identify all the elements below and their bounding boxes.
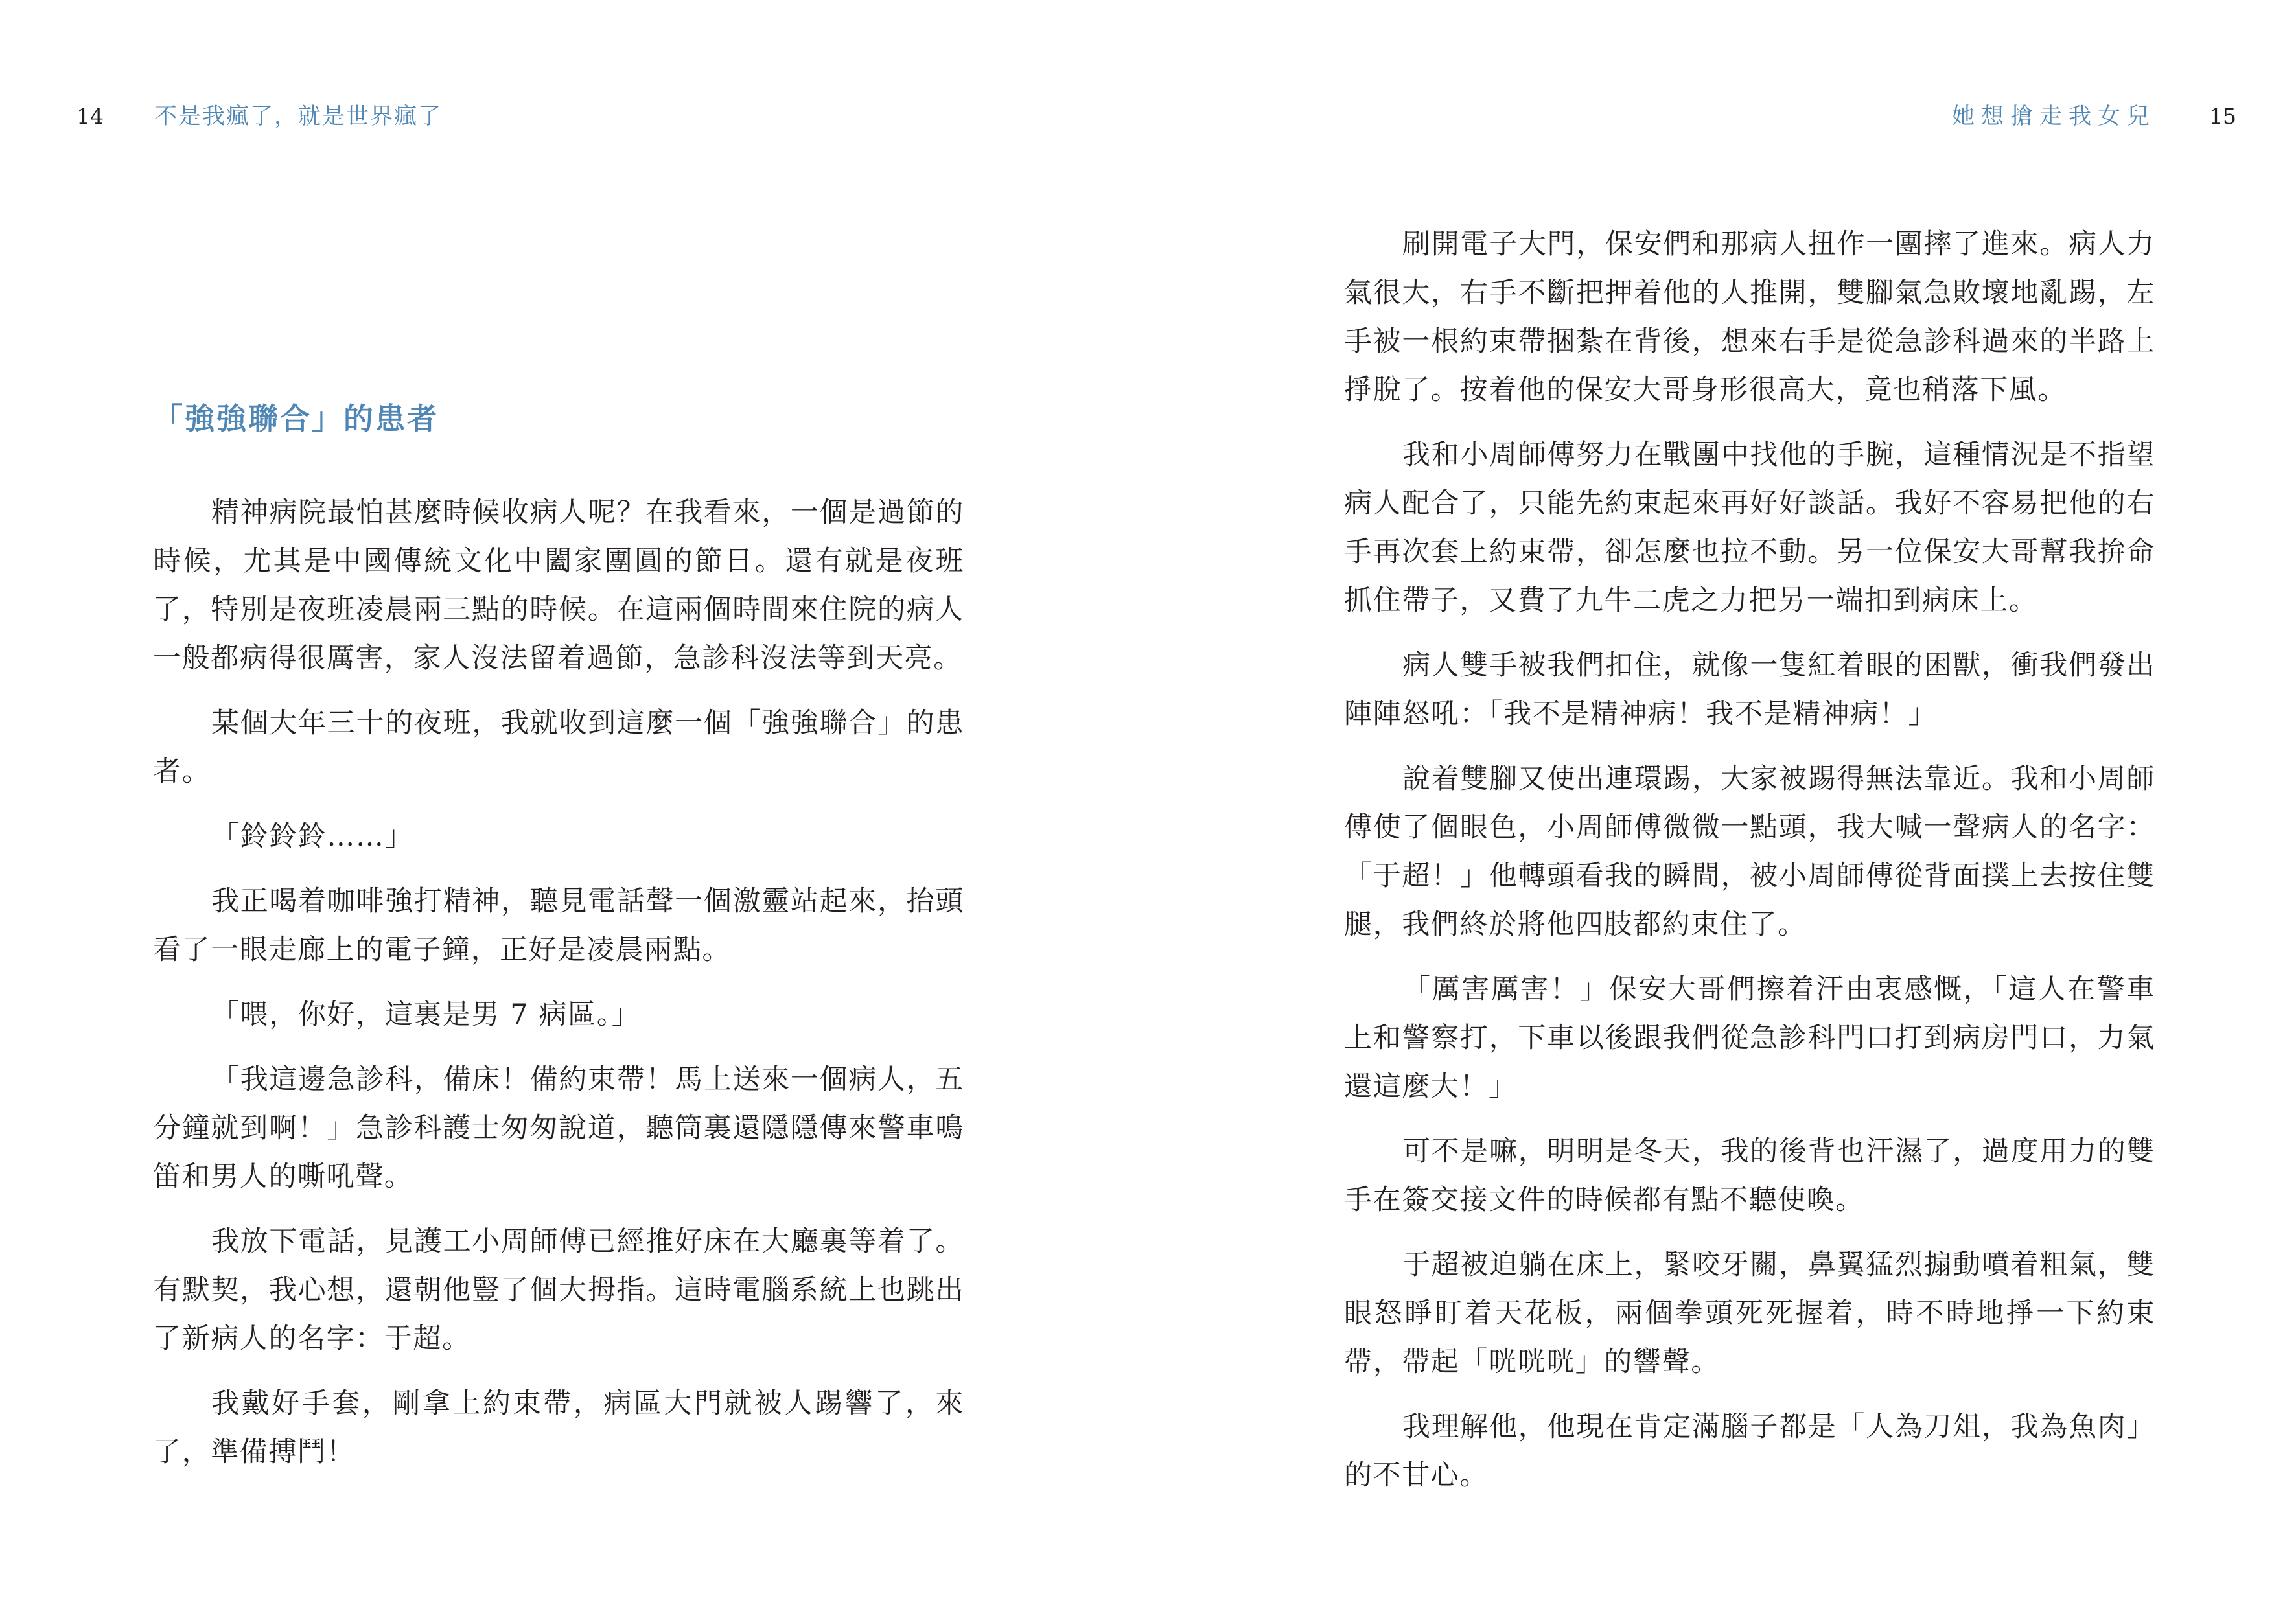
paragraph: 我放下電話，見護工小周師傅已經推好床在大廳裏等着了。有默契，我心想，還朝他豎了個大拇指。這時電腦系統上也跳出了新病人的名字：于超。 [153,1225,964,1355]
paragraph: 「鈴鈴鈴……」 [211,820,414,853]
paragraph: 「喂，你好，這裏是男 7 病區。」 [211,999,641,1031]
paragraph: 「我這邊急診科，備床！備約束帶！馬上送來一個病人，五分鐘就到啊！」急診科護士匆匆說道，聽筒裏還隱隱傳來警車鳴笛和男人的嘶吼聲。 [153,1063,964,1193]
paragraph: 我理解他，他現在肯定滿腦子都是「人為刀俎，我為魚肉」的不甘心。 [1344,1411,2155,1492]
paragraph: 我戴好手套，剛拿上約束帶，病區大門就被人踢響了，來了，準備搏鬥！ [153,1387,964,1468]
paragraph: 可不是嘛，明明是冬天，我的後背也汗濕了，過度用力的雙手在簽交接文件的時候都有點不聽使喚。 [1344,1135,2155,1216]
page-number: 15 [2209,104,2236,129]
body-text [153,489,964,1493]
section-heading: 「強強聯合」的患者 [153,401,439,436]
running-head-book-title: 不是我瘋了，就是世界瘋了 [154,104,443,130]
paragraph: 精神病院最怕甚麼時候收病人呢？在我看來，一個是過節的時候，尤其是中國傳統文化中闔家團圓的節日。還有就是夜班了，特別是夜班凌晨兩三點的時候。在這兩個時間來住院的病人一般都病得很厲害，家人沒法留着過節，急診科沒法等到天亮。 [153,496,964,675]
paragraph: 某個大年三十的夜班，我就收到這麼一個「強強聯合」的患者。 [153,707,964,788]
paragraph: 我和小周師傅努力在戰團中找他的手腕，這種情況是不指望病人配合了，只能先約束起來再好好談話。我好不容易把他的右手再次套上約束帶，卻怎麼也拉不動。另一位保安大哥幫我拚命抓住帶子，又費了九牛二虎之力把另一端扣到病床上。 [1344,439,2155,617]
paragraph: 于超被迫躺在床上，緊咬牙關，鼻翼猛烈搧動噴着粗氣，雙眼怒睜盯着天花板，兩個拳頭死死握着，時不時地掙一下約束帶，帶起「咣咣咣」的響聲。 [1344,1249,2155,1378]
page-number: 14 [76,104,104,129]
paragraph: 病人雙手被我們扣住，就像一隻紅着眼的困獸，衝我們發出陣陣怒吼：「我不是精神病！我不是精神病！」 [1344,649,2155,730]
paragraph: 我正喝着咖啡強打精神，聽見電話聲一個激靈站起來，抬頭看了一眼走廊上的電子鐘，正好是凌晨兩點。 [153,885,964,966]
paragraph: 「厲害厲害！」保安大哥們擦着汗由衷感慨，「這人在警車上和警察打，下車以後跟我們從急診科門口打到病房門口，力氣還這麼大！」 [1344,973,2155,1103]
body-text [1344,220,2155,1516]
right-page [1148,0,2296,1607]
paragraph: 說着雙腳又使出連環踢，大家被踢得無法靠近。我和小周師傅使了個眼色，小周師傅微微一點頭，我大喊一聲病人的名字：「于超！」他轉頭看我的瞬間，被小周師傅從背面撲上去按住雙腿，我們終於將他四肢都約束住了。 [1344,763,2155,941]
running-head-chapter-title: 她想搶走我女兒 [1952,104,2157,130]
paragraph: 刷開電子大門，保安們和那病人扭作一團摔了進來。病人力氣很大，右手不斷把押着他的人推開，雙腳氣急敗壞地亂踢，左手被一根約束帶捆紮在背後，想來右手是從急診科過來的半路上掙脫了。按着他的保安大哥身形很高大，竟也稍落下風。 [1344,228,2155,406]
